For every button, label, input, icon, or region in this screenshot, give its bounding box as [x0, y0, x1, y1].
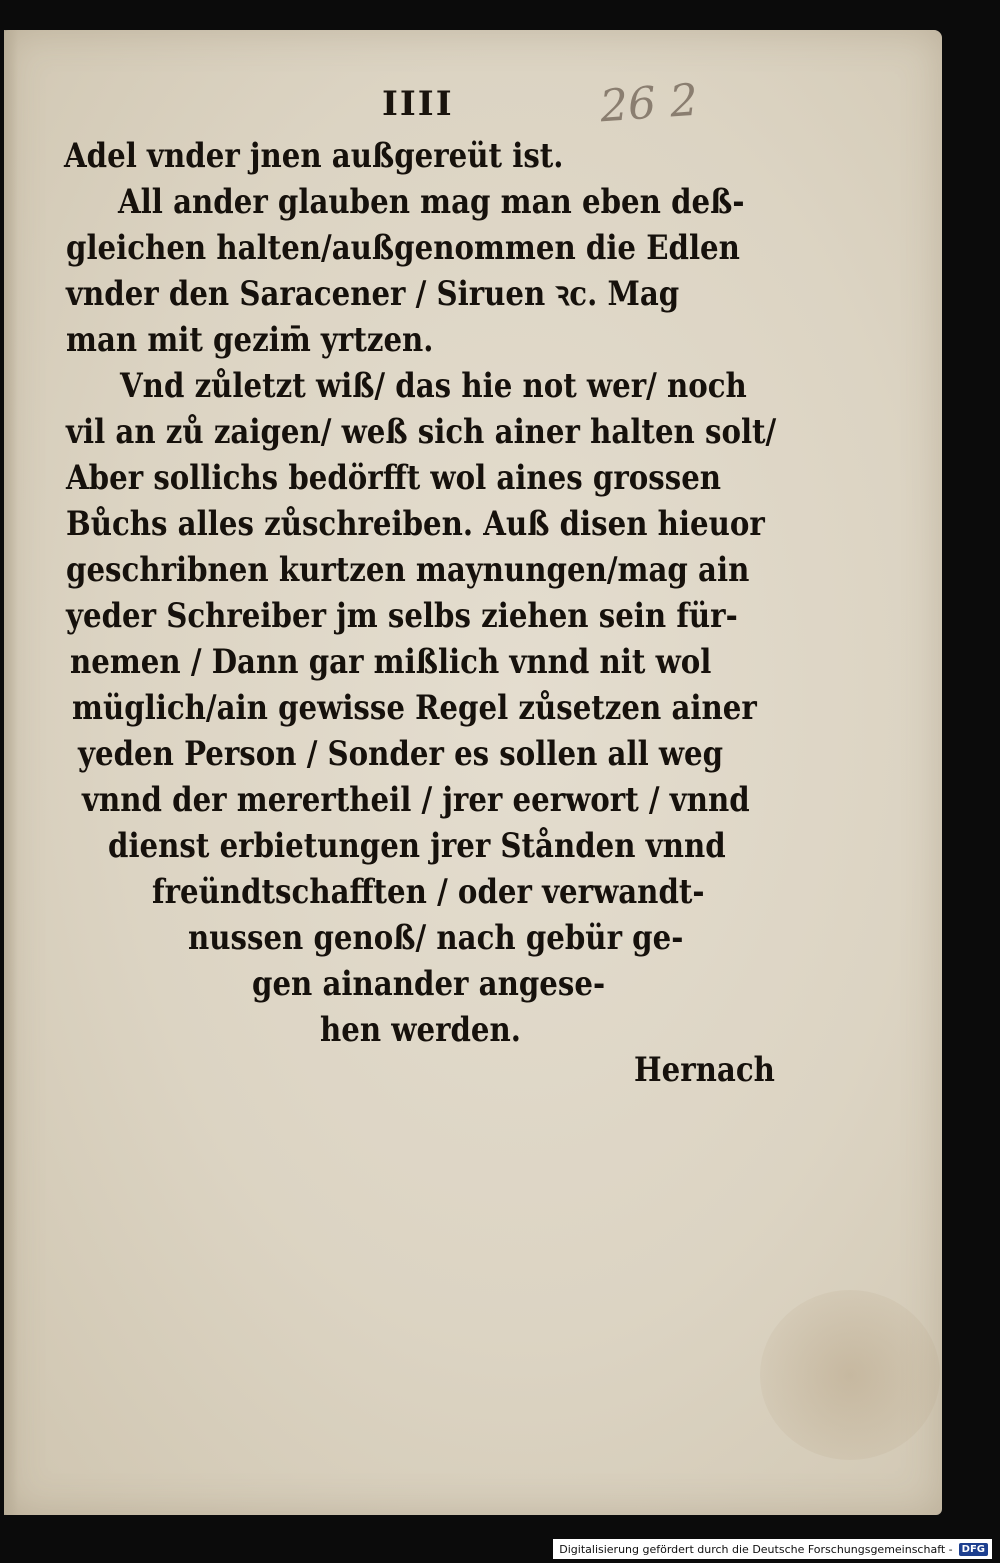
text-line: geschribnen kurtzen maynungen/mag ain	[66, 550, 750, 590]
text-line: dienst erbietungen jrer Stånden vnnd	[108, 826, 726, 866]
dfg-logo-icon: DFG	[959, 1543, 988, 1556]
text-line: freündtschafften / oder verwandt-	[152, 872, 705, 912]
text-line: nussen genoß/ nach gebür ge-	[188, 918, 684, 958]
text-line: vnder den Saracener / Siruen ꝛc. Mag	[66, 274, 680, 314]
catchword: Hernach	[634, 1050, 775, 1090]
text-line: gen ainander angese-	[252, 964, 606, 1004]
text-line: Vnd zůletzt wiß/ das hie not wer/ noch	[120, 366, 747, 406]
folio-number: IIII	[382, 84, 454, 124]
text-line: yeden Person / Sonder es sollen all weg	[78, 734, 724, 774]
text-line: vil an zů zaigen/ weß sich ainer halten solt/	[66, 412, 777, 452]
text-line: müglich/ain gewisse Regel zůsetzen ainer	[72, 688, 757, 728]
digitization-footer	[553, 1539, 992, 1559]
footer-credit: Digitalisierung gefördert durch die Deutsche Forschungsgemeinschaft -	[559, 1542, 953, 1556]
text-line: gleichen halten/außgenommen die Edlen	[66, 228, 740, 268]
text-line: yeder Schreiber jm selbs ziehen sein für-	[66, 596, 738, 636]
page-binding-shadow	[4, 30, 18, 1515]
text-line: hen werden.	[320, 1010, 521, 1050]
text-line: Bůchs alles zůschreiben. Auß disen hieuor	[66, 504, 765, 544]
text-line: man mit gezim̄ yrtzen.	[66, 320, 434, 360]
text-line: Adel vnder jnen außgereüt ist.	[64, 136, 564, 176]
text-line: Aber sollichs bedörfft wol aines grossen	[66, 458, 722, 498]
pencil-annotation: 26 2	[598, 74, 700, 133]
text-line: vnnd der merertheil / jrer eerwort / vnnd	[82, 780, 750, 820]
text-line: nemen / Dann gar mißlich vnnd nit wol	[70, 642, 712, 682]
text-line: All ander glauben mag man eben deß-	[118, 182, 745, 222]
